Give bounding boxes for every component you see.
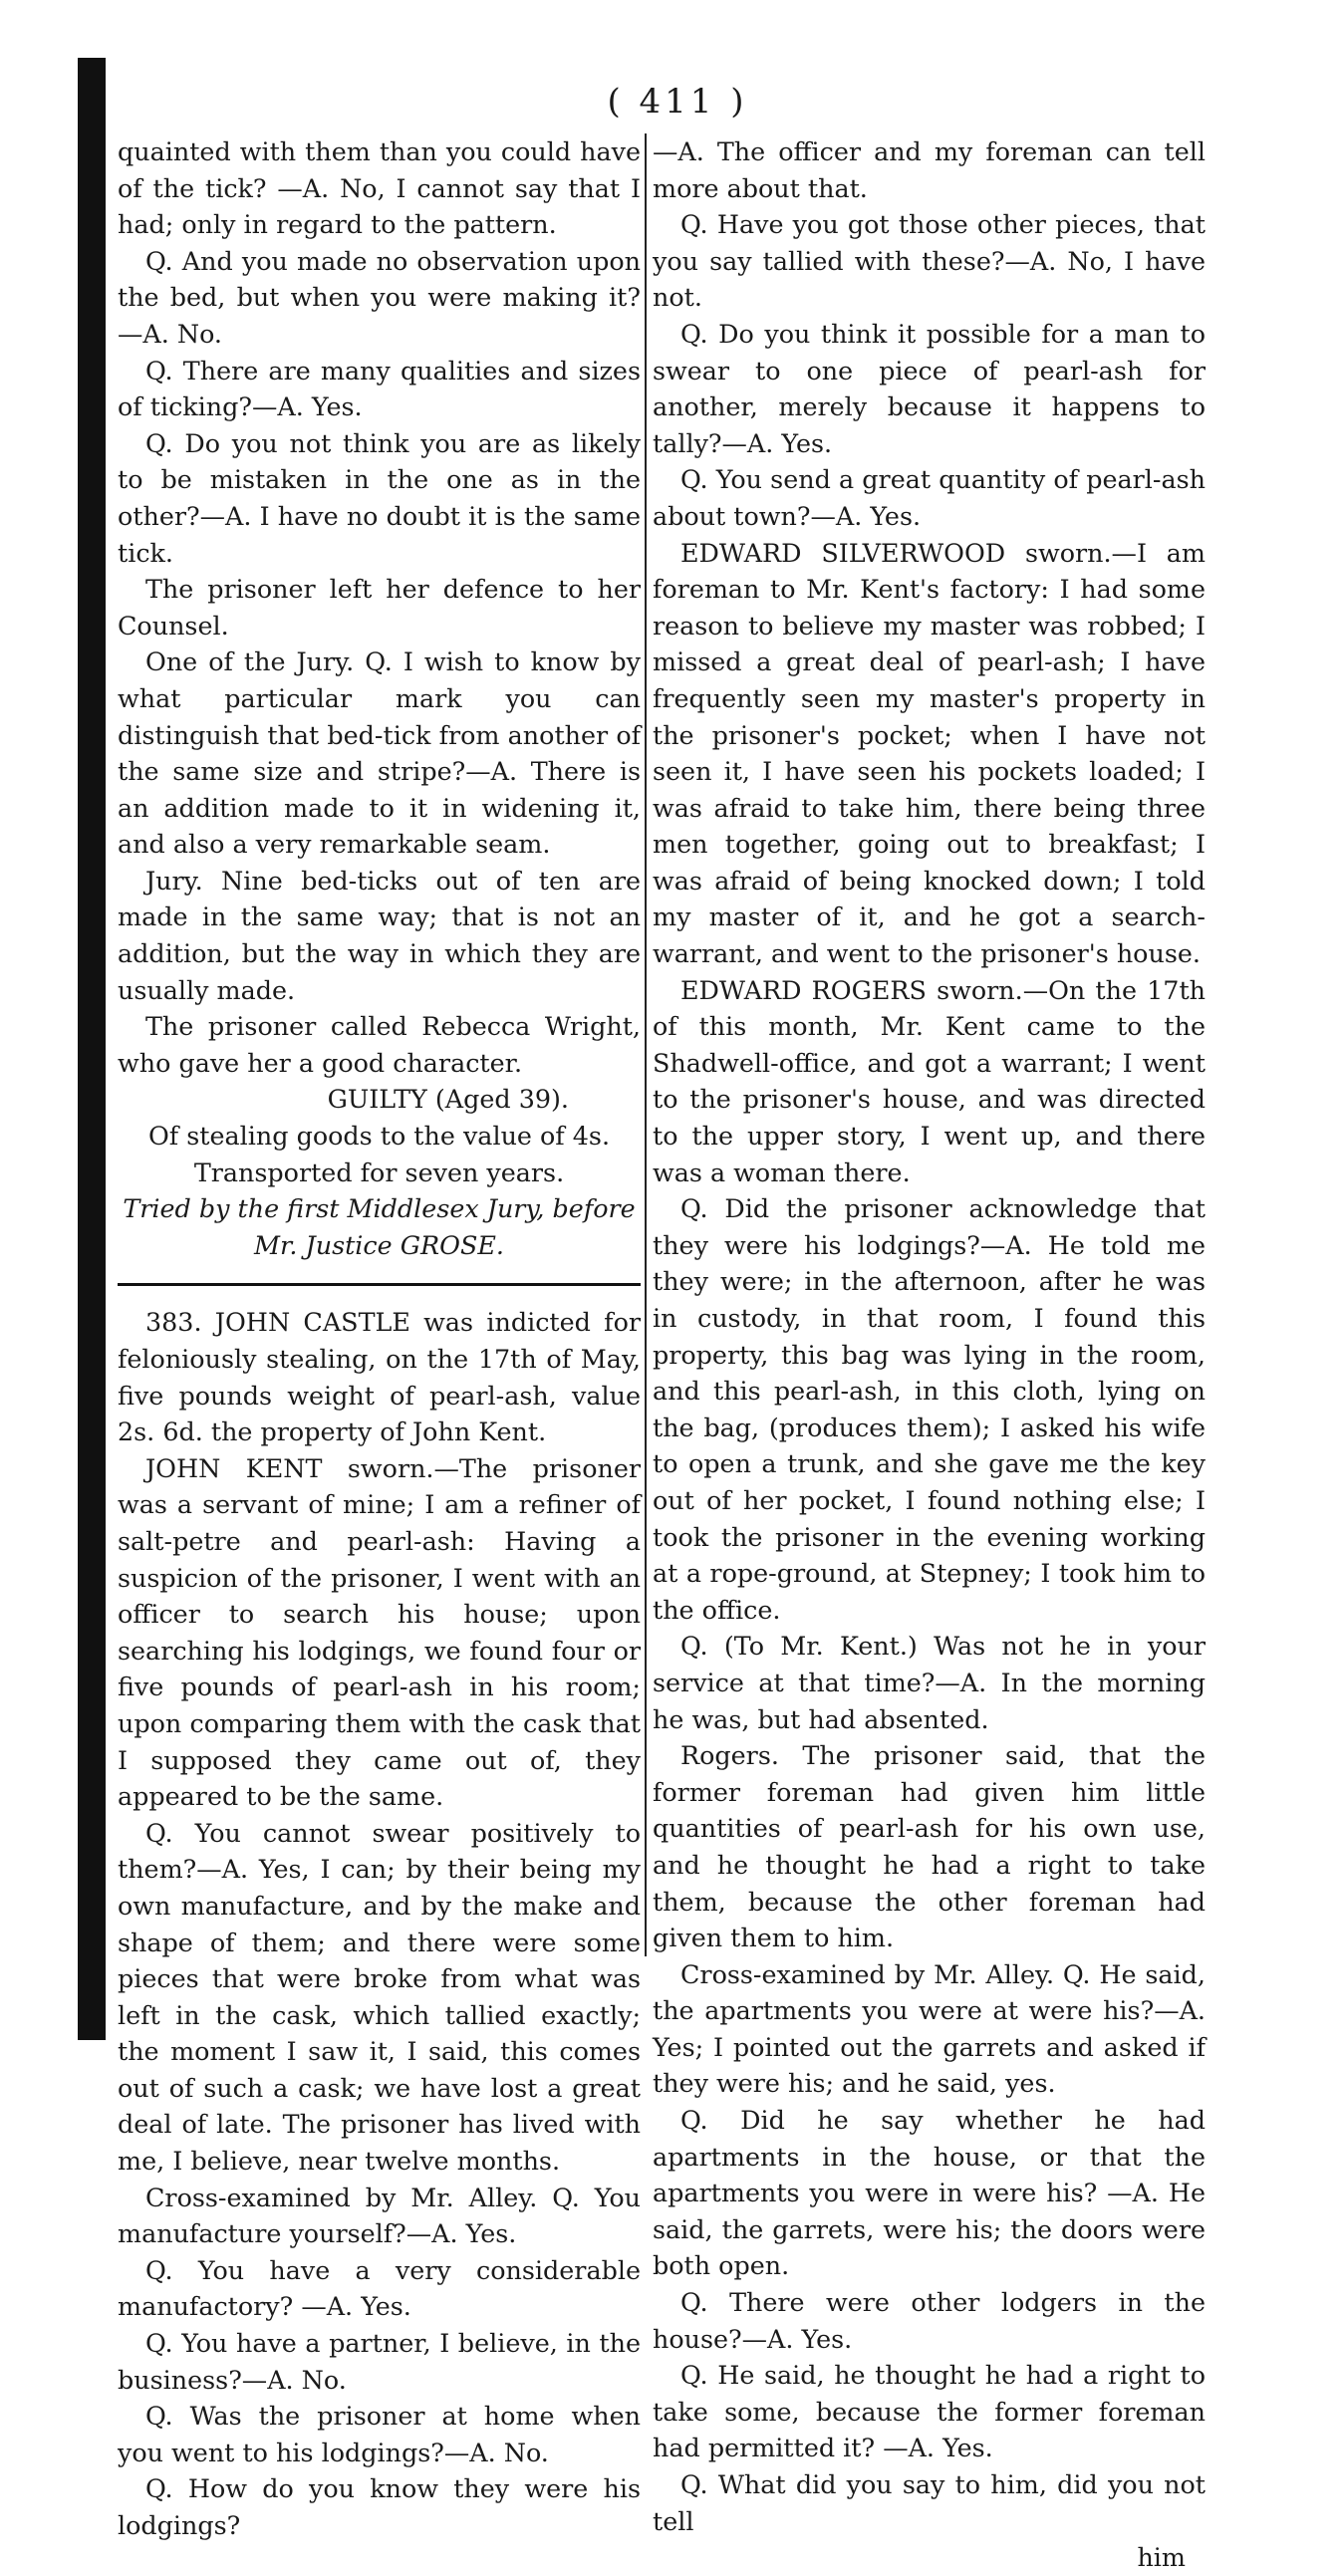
paragraph: The prisoner left her defence to her Counsel. [118, 574, 641, 641]
page-edge-shadow [78, 58, 106, 2040]
paragraph: EDWARD ROGERS sworn.—On the 17th of this month, Mr. Kent came to the Shadwell-office, and got a warrant; I went to the prisoner's house, and was directed to the upper story, I went up, and there was a woman there. [653, 974, 1206, 1187]
paragraph: Q. Do you think it possible for a man to swear to one piece of pearl-ash for another, merely because it happens to tally?—A. Yes. [653, 318, 1206, 458]
paragraph: Tried by the first Middlesex Jury, before [123, 1193, 636, 1224]
paragraph: Q. He said, he thought he had a right to take some, because the former foreman had permitted it? —A. Yes. [653, 2360, 1206, 2463]
paragraph: quainted with them than you could have of the tick? —A. No, I cannot say that I had; only in regard to the pattern. [118, 136, 641, 240]
paragraph: Q. What did you say to him, did you not tell [653, 2469, 1206, 2536]
paragraph: JOHN KENT sworn.—The prisoner was a servant of mine; I am a refiner of salt-petre and pearl-ash: Having a suspicion of the prisoner, I went with an officer to search his house; upon searching his lodgings, we found four or five pounds of pearl-ash in his room; upon comparing them with the cask that I supposed they came out of, they appeared to be the same. [118, 1452, 641, 1812]
paragraph: Q. How do you know they were his lodgings? [118, 2473, 641, 2540]
paragraph: Rogers. The prisoner said, that the former foreman had given him little quantities of pearl-ash for his own use, and he thought he had a right to take them, because the other foreman had given them to him. [653, 1740, 1206, 1953]
column-divider [645, 133, 647, 1956]
paragraph: Q. Did he say whether he had apartments in the house, or that the apartments you were in were his? —A. He said, the garrets, were his; the doors were both open. [653, 2105, 1206, 2281]
paragraph: Mr. Justice GROSE. [254, 1229, 504, 1260]
paragraph: GUILTY (Aged 39). [327, 1084, 569, 1115]
paragraph: Q. You have a partner, I believe, in the business?—A. No. [118, 2328, 641, 2395]
paragraph: Q. Have you got those other pieces, that you say tallied with these?—A. No, I have not. [653, 209, 1206, 313]
paragraph: Q. You send a great quantity of pearl-ash about town?—A. Yes. [653, 464, 1206, 531]
paragraph: The prisoner called Rebecca Wright, who gave her a good character. [118, 1011, 641, 1078]
section-separator [118, 1283, 641, 1286]
paragraph: Q. There were other lodgers in the house?—A. Yes. [653, 2287, 1206, 2354]
paragraph: Q. There are many qualities and sizes of ticking?—A. Yes. [118, 355, 641, 422]
paragraph: Q. (To Mr. Kent.) Was not he in your service at that time?—A. In the morning he was, but had absented. [653, 1631, 1206, 1734]
paragraph: Q. Was the prisoner at home when you went to his lodgings?—A. No. [118, 2401, 641, 2467]
paragraph: Q. And you made no observation upon the bed, but when you were making it?—A. No. [118, 245, 641, 349]
paragraph: Cross-examined by Mr. Alley. Q. He said, the apartments you were at were his?—A. Yes; I pointed out the garrets and asked if they were his; and he said, yes. [653, 1958, 1206, 2099]
paragraph: Jury. Nine bed-ticks out of ten are made in the same way; that is not an addition, but the way in which they are usually made. [118, 865, 641, 1005]
paragraph: Q. You cannot swear positively to them?—A. Yes, I can; by their being my own manufacture, and by the make and shape of them; and there were some pieces that were broke from what was left in the cask, which tallied exactly; the moment I saw it, I said, this comes out of such a cask; we have lost a great deal of late. The prisoner has lived with me, I believe, near twelve months. [118, 1817, 641, 2177]
paragraph: Q. You have a very considerable manufactory? —A. Yes. [118, 2254, 641, 2322]
right-column [653, 133, 1206, 2576]
paragraph: Of stealing goods to the value of 4s. [147, 1121, 611, 1152]
page-number: ( 411 ) [607, 82, 748, 122]
paragraph: One of the Jury. Q. I wish to know by what particular mark you can distinguish that bed-tick from another of the same size and stripe?—A. There is an addition made to it in widening it, and also a very remarkable seam. [118, 646, 641, 860]
paragraph: EDWARD SILVERWOOD sworn.—I am foreman to Mr. Kent's factory: I had some reason to believe my master was robbed; I missed a great deal of pearl-ash; I have frequently seen my master's property in the prisoner's pocket; when I have not seen it, I have seen his pockets loaded; I was afraid to take him, there being three men together, going out to breakfast; I was afraid of being knocked down; I told my master of it, and he got a search-warrant, and went to the prisoner's house. [653, 537, 1206, 969]
paragraph: him [1137, 2542, 1186, 2573]
paragraph: Q. Do you not think you are as likely to be mistaken in the one as in the other?—A. I have no doubt it is the same tick. [118, 427, 641, 568]
paragraph: 383. JOHN CASTLE was indicted for feloniously stealing, on the 17th of May, five pounds weight of pearl-ash, value 2s. 6d. the property of John Kent. [118, 1307, 641, 1447]
paragraph: —A. The officer and my foreman can tell more about that. [653, 136, 1206, 203]
left-column [118, 133, 641, 2544]
paragraph: Q. Did the prisoner acknowledge that they were his lodgings?—A. He told me they were; in the afternoon, after he was in custody, in that room, I found this property, this bag was lying in the room, and this pearl-ash, in this cloth, lying on the bag, (produces them); I asked his wife to open a trunk, and she gave me the key out of her pocket, I found nothing else; I took the prisoner in the evening working at a rope-ground, at Stepney; I took him to the office. [653, 1193, 1206, 1625]
paragraph: Transported for seven years. [193, 1157, 565, 1187]
paragraph: Cross-examined by Mr. Alley. Q. You manufacture yourself?—A. Yes. [118, 2182, 641, 2249]
